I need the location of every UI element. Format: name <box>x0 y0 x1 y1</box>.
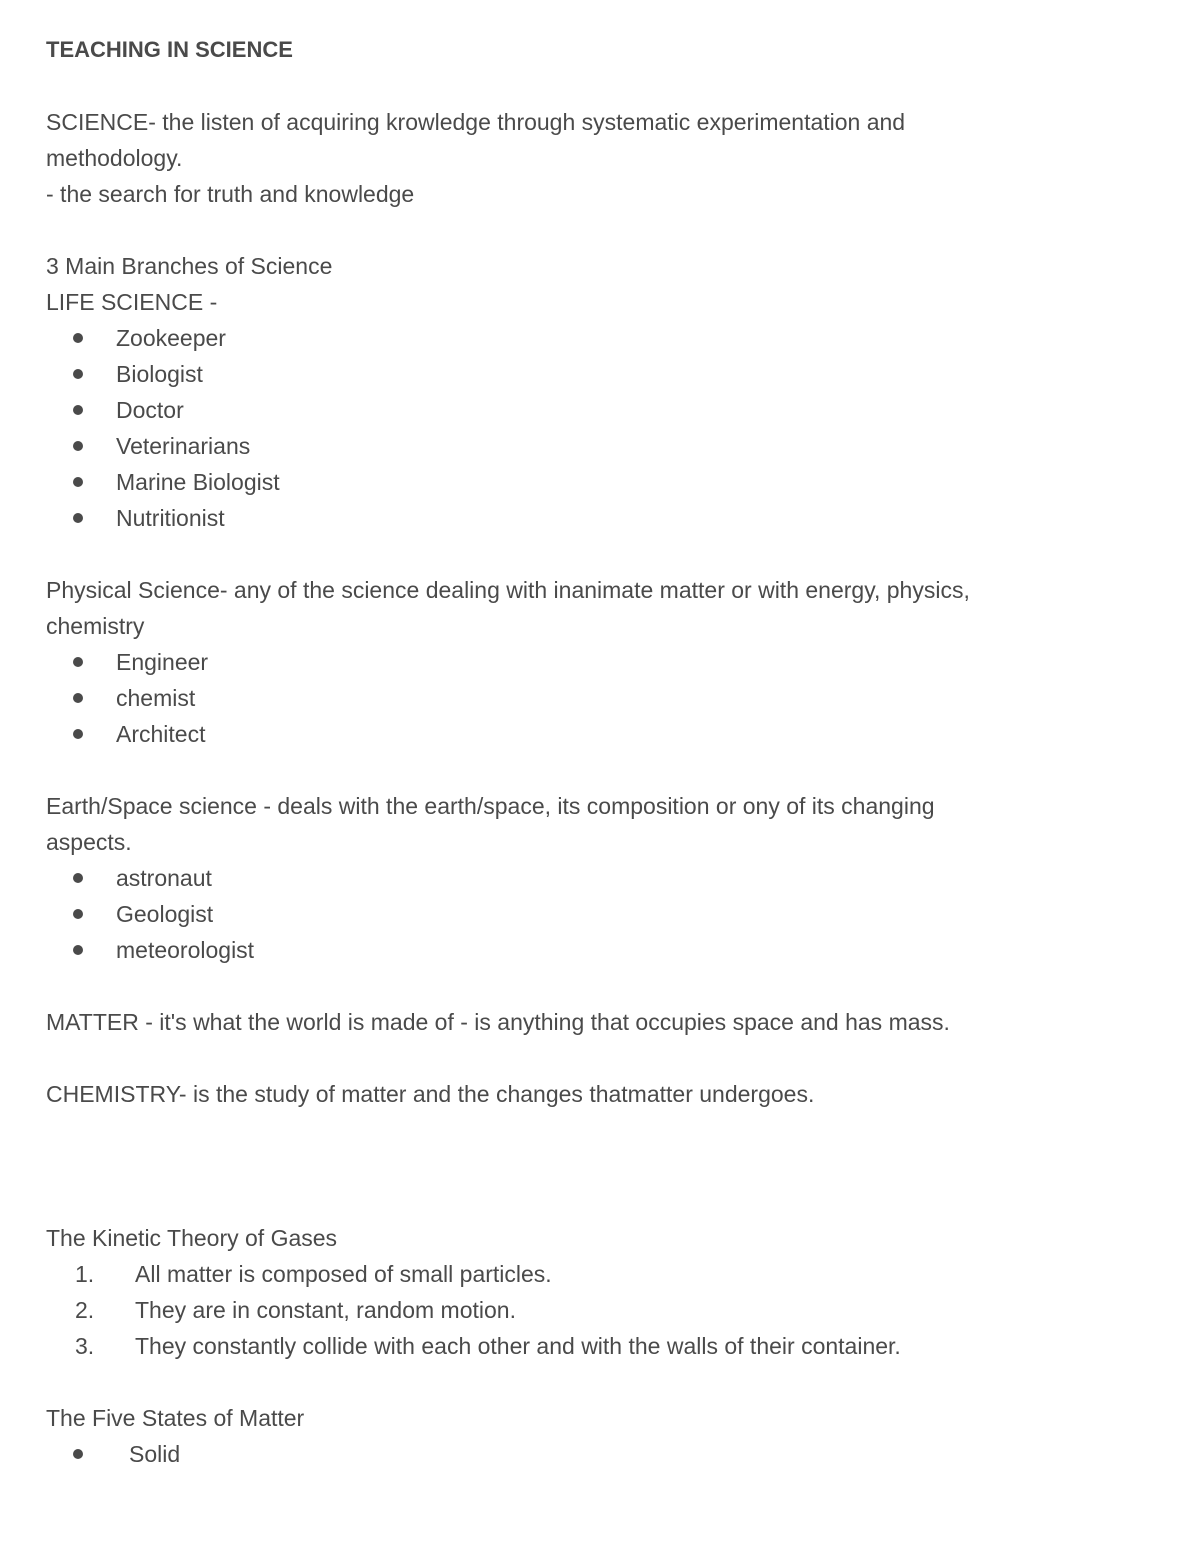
science-definition-line: methodology. <box>46 145 183 171</box>
list-item: Architect <box>46 716 1146 752</box>
list-item: Veterinarians <box>46 428 1146 464</box>
earth-science-definition: aspects. <box>46 829 132 855</box>
list-item-text: All matter is composed of small particles. <box>135 1261 552 1287</box>
physical-science-list <box>46 644 1146 752</box>
list-item: Nutritionist <box>46 500 1146 536</box>
science-definition-line: SCIENCE- the listen of acquiring krowledge through systematic experimentation and <box>46 109 906 135</box>
list-item <box>46 1292 1146 1328</box>
kinetic-theory-heading: The Kinetic Theory of Gases <box>46 1225 338 1251</box>
list-item: meteorologist <box>46 932 1146 968</box>
kinetic-theory-list <box>46 1256 1146 1364</box>
life-science-list <box>46 320 1146 536</box>
life-science-heading: LIFE SCIENCE - <box>46 289 218 315</box>
science-definition-line: - the search for truth and knowledge <box>46 181 415 207</box>
branches-heading: 3 Main Branches of Science <box>46 253 333 279</box>
document-title: TEACHING IN SCIENCE <box>46 37 293 62</box>
list-item: Biologist <box>46 356 1146 392</box>
list-item: Solid <box>46 1436 1146 1472</box>
earth-science-definition: Earth/Space science - deals with the earth/space, its composition or ony of its changing <box>46 793 935 819</box>
list-item: Marine Biologist <box>46 464 1146 500</box>
matter-definition: MATTER - it's what the world is made of - is anything that occupies space and has mass. <box>46 1009 950 1035</box>
list-item: Engineer <box>46 644 1146 680</box>
chemistry-definition: CHEMISTRY- is the study of matter and the changes thatmatter undergoes. <box>46 1081 815 1107</box>
document-page <box>46 32 1146 1472</box>
list-item: astronaut <box>46 860 1146 896</box>
physical-science-definition: Physical Science- any of the science dealing with inanimate matter or with energy, physics, <box>46 577 970 603</box>
list-item: Doctor <box>46 392 1146 428</box>
list-number: 1. <box>75 1261 95 1287</box>
list-item: Zookeeper <box>46 320 1146 356</box>
states-heading: The Five States of Matter <box>46 1405 305 1431</box>
list-item: chemist <box>46 680 1146 716</box>
list-number: 3. <box>75 1333 95 1359</box>
earth-science-list <box>46 860 1146 968</box>
list-item <box>46 1256 1146 1292</box>
list-item-text: They are in constant, random motion. <box>135 1297 516 1323</box>
physical-science-definition: chemistry <box>46 613 145 639</box>
list-number: 2. <box>75 1297 95 1323</box>
list-item: Geologist <box>46 896 1146 932</box>
list-item <box>46 1328 1146 1364</box>
list-item-text: They constantly collide with each other and with the walls of their container. <box>135 1333 901 1359</box>
states-list <box>46 1436 1146 1472</box>
